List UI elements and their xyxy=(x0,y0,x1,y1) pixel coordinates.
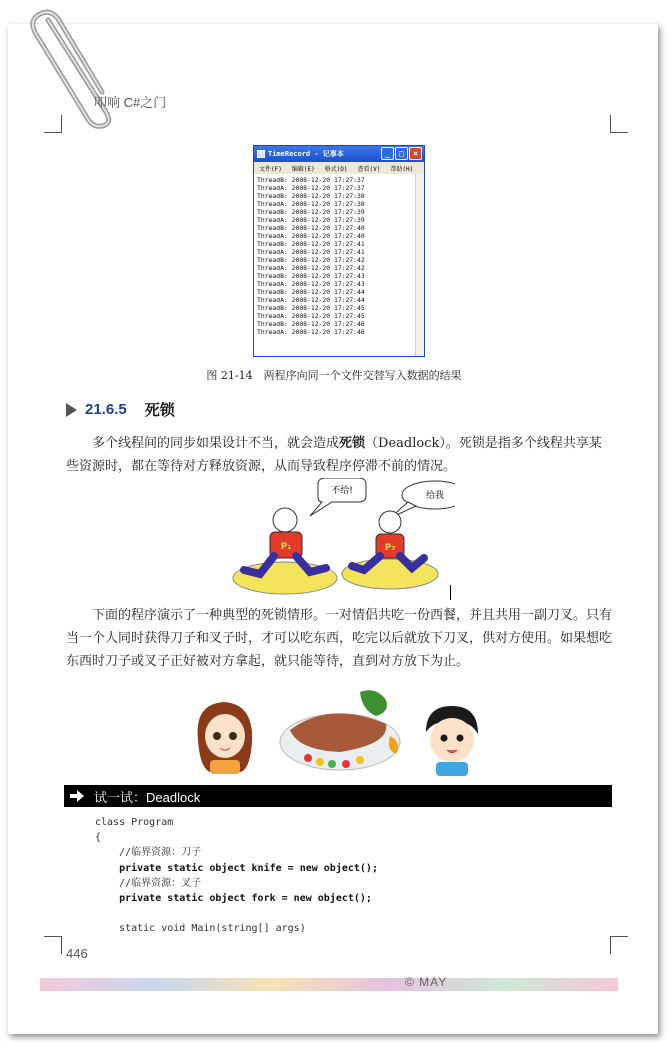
girl-eye-left xyxy=(213,732,221,740)
minimize-icon[interactable]: _ xyxy=(381,147,394,160)
boy-eye-right xyxy=(457,735,464,742)
close-icon[interactable]: × xyxy=(409,147,422,160)
right-bubble-text: 给我 xyxy=(425,491,445,501)
garnish-green xyxy=(328,760,336,768)
paragraph1-after: （Deadlock）。死锁是指多个线程共享某些资源时，都在等待对方释放资源，从而导致程序停滞不前的情况。 xyxy=(66,436,602,474)
code-line: //临界资源：叉子 xyxy=(95,877,202,889)
right-runner-head xyxy=(379,511,401,533)
notepad-line: ThreadB: 2008-12-20 17:27:43 xyxy=(257,272,365,280)
crop-mark-top-left xyxy=(44,115,62,133)
try-it-bar xyxy=(64,785,612,807)
vertical-scrollbar[interactable] xyxy=(415,174,424,356)
notepad-line: ThreadB: 2008-12-20 17:27:44 xyxy=(257,288,365,296)
garnish-yellow xyxy=(316,758,324,766)
maximize-icon[interactable]: □ xyxy=(395,147,408,160)
figure-caption: 图 21-14 两程序向同一个文件交替写入数据的结果 xyxy=(206,369,462,382)
crop-mark-bottom-left xyxy=(44,936,62,954)
notepad-line: ThreadB: 2008-12-20 17:27:46 xyxy=(257,320,365,328)
left-runner-head xyxy=(273,508,297,532)
notepad-line: ThreadB: 2008-12-20 17:27:45 xyxy=(257,304,365,312)
boy-face xyxy=(430,718,474,762)
notepad-line: ThreadA: 2008-12-20 17:27:40 xyxy=(257,232,365,240)
code-line: private static object fork = new object(); xyxy=(95,893,372,905)
garnish-yellow-2 xyxy=(356,756,364,764)
paragraph-deadlock-definition xyxy=(66,432,614,478)
notepad-line: ThreadB: 2008-12-20 17:27:42 xyxy=(257,256,365,264)
code-line: //临界资源：刀子 xyxy=(95,847,202,859)
window-controls xyxy=(381,147,422,160)
notepad-window xyxy=(253,145,425,357)
section-heading xyxy=(66,399,175,420)
notepad-line: ThreadB: 2008-12-20 17:27:41 xyxy=(257,240,365,248)
menu-edit[interactable]: 编辑(E) xyxy=(291,165,315,173)
code-block xyxy=(95,815,378,937)
notepad-line: ThreadB: 2008-12-20 17:27:37 xyxy=(257,176,365,184)
notepad-line: ThreadA: 2008-12-20 17:27:46 xyxy=(257,328,365,336)
notepad-line: ThreadA: 2008-12-20 17:27:38 xyxy=(257,200,365,208)
paragraph-couple-example: 下面的程序演示了一种典型的死锁情形。一对情侣共吃一份西餐，并且共用一副刀叉。只有当一个人同时获得刀子和叉子时，才可以吃东西，吃完以后就放下刀叉，供对方使用。如果想吃东西时刀子或叉子正好被对方拿起，就只能等待，直到对方放下为止。 xyxy=(66,608,613,669)
notepad-lines xyxy=(257,176,421,336)
text-cursor xyxy=(450,585,451,600)
menu-format[interactable]: 格式(O) xyxy=(324,165,348,173)
code-line: { xyxy=(95,832,102,844)
running-header: 叩响 C#之门 xyxy=(94,95,167,110)
notepad-line: ThreadA: 2008-12-20 17:27:43 xyxy=(257,280,365,288)
footer-mark: © MAY xyxy=(405,975,448,989)
greens xyxy=(360,690,387,716)
girl-face xyxy=(205,714,245,758)
notepad-line: ThreadA: 2008-12-20 17:27:45 xyxy=(257,312,365,320)
notepad-line: ThreadB: 2008-12-20 17:27:38 xyxy=(257,192,365,200)
code-line xyxy=(95,906,378,921)
left-bubble-text: 不给! xyxy=(331,486,353,496)
notepad-titlebar xyxy=(254,146,424,162)
section-arrow-icon xyxy=(66,403,77,417)
notepad-app-icon xyxy=(257,150,265,158)
arrow-right-icon xyxy=(70,790,84,802)
try-it-label: 试一试：Deadlock xyxy=(94,789,201,805)
notepad-line: ThreadB: 2008-12-20 17:27:39 xyxy=(257,208,365,216)
code-line: private static object knife = new object(); xyxy=(95,862,378,874)
deadlock-cartoon xyxy=(230,478,455,596)
notepad-line: ThreadA: 2008-12-20 17:27:44 xyxy=(257,296,365,304)
notepad-line: ThreadA: 2008-12-20 17:27:39 xyxy=(257,216,365,224)
notepad-line: ThreadB: 2008-12-20 17:27:40 xyxy=(257,224,365,232)
footer-decorative-band xyxy=(40,978,618,991)
right-runner-label: P₂ xyxy=(384,543,396,553)
paragraph1-term: 死锁 xyxy=(339,436,366,451)
garnish-red xyxy=(304,754,312,762)
notepad-line: ThreadA: 2008-12-20 17:27:41 xyxy=(257,248,365,256)
left-speech-bubble xyxy=(310,478,366,516)
menu-view[interactable]: 查看(V) xyxy=(357,165,381,173)
notepad-line: ThreadA: 2008-12-20 17:27:37 xyxy=(257,184,365,192)
garnish-red-2 xyxy=(342,760,350,768)
dining-illustration xyxy=(190,680,480,780)
paragraph1-before: 多个线程间的同步如果设计不当，就会造成 xyxy=(92,436,340,451)
girl-eye-right xyxy=(229,732,237,740)
boy-eye-left xyxy=(441,735,448,742)
section-number: 21.6.5 xyxy=(85,401,127,418)
notepad-menubar xyxy=(254,162,424,174)
girl-shirt xyxy=(210,760,240,774)
section-title: 死锁 xyxy=(144,401,175,419)
left-runner-label: P₁ xyxy=(280,542,292,552)
notepad-title: TimeRecord - 记事本 xyxy=(268,150,344,158)
crop-mark-bottom-right xyxy=(610,936,628,954)
boy-shirt xyxy=(436,762,468,776)
page-number: 446 xyxy=(66,946,88,961)
notepad-text-area[interactable] xyxy=(254,174,424,356)
crop-mark-top-right xyxy=(610,115,628,133)
menu-file[interactable]: 文件(F) xyxy=(259,165,282,173)
menu-help[interactable]: 帮助(H) xyxy=(390,165,414,173)
notepad-line: ThreadA: 2008-12-20 17:27:42 xyxy=(257,264,365,272)
code-line: static void Main(string[] args) xyxy=(95,923,306,935)
code-line: class Program xyxy=(95,817,174,828)
